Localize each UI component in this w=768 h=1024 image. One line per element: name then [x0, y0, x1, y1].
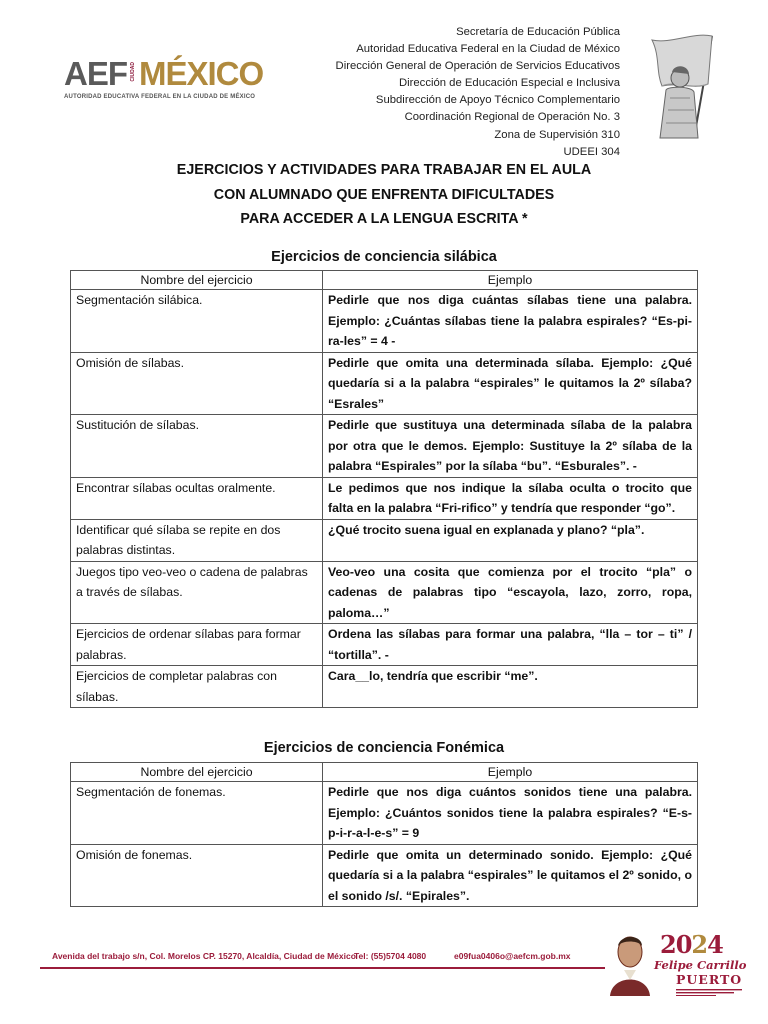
exercise-name: Identificar qué sílaba se repite en dos palabras distintas. [71, 519, 323, 561]
agency-line: Subdirección de Apoyo Técnico Complementario [375, 94, 620, 107]
table-row [71, 624, 698, 666]
exercise-name: Encontrar sílabas ocultas oralmente. [71, 477, 323, 519]
phonemic-table [70, 762, 698, 907]
aef-logo [64, 56, 274, 108]
exercise-name: Sustitución de sílabas. [71, 415, 323, 478]
title-line: PARA ACCEDER A LA LENGUA ESCRITA * [240, 211, 528, 227]
table-row [71, 782, 698, 845]
table-row [71, 415, 698, 478]
exercise-name: Omisión de fonemas. [71, 844, 323, 907]
exercise-example: Pedirle que sustituya una determinada sílaba de la palabra por otra que le demos. Ejemplo: Sustituye la 2º sílaba de la palabra “Espirales” por la sílaba “bu”. “Esburales”. - [323, 415, 698, 478]
agency-line: Dirección de Educación Especial e Inclusiva [398, 77, 620, 90]
exercise-example: Ordena las sílabas para formar una palabra, “lla – tor – ti” / “tortilla”. - [323, 624, 698, 666]
exercise-name: Segmentación de fonemas. [71, 782, 323, 845]
agency-line: Zona de Supervisión 310 [494, 128, 620, 141]
portrait-icon [604, 930, 656, 996]
year-part: 2 [691, 930, 708, 959]
exercise-example: Cara__lo, tendría que escribir “me”. [323, 666, 698, 708]
column-header: Nombre del ejercicio [71, 271, 323, 290]
agency-line: Secretaría de Educación Pública [456, 26, 620, 38]
exercise-example: Pedirle que nos diga cuántos sonidos tiene una palabra. Ejemplo: ¿Cuántos sonidos tiene la palabra espirales? “E-s-p-i-r-a-l-e-s” = 9 [323, 782, 698, 845]
emblem-puerto: PUERTO [676, 972, 743, 987]
emblem-caption-lines [676, 988, 746, 996]
table-row [71, 844, 698, 907]
exercise-example: Pedirle que omita un determinado sonido. Ejemplo: ¿Qué quedaría si a la palabra “espirales” le quitamos el 2º sonido, o el sonido /s/. “Epirales”. [323, 844, 698, 907]
exercise-name: Ejercicios de ordenar sílabas para formar palabras. [71, 624, 323, 666]
year-part: 20 [660, 930, 692, 959]
agency-line: Coordinación Regional de Operación No. 3 [404, 111, 620, 124]
flag-bearer-illustration [632, 28, 732, 140]
logo-ciudad-text: CIUDAD [130, 62, 136, 82]
table-row [71, 561, 698, 624]
table-row [71, 290, 698, 353]
exercise-example: Pedirle que omita una determinada sílaba. Ejemplo: ¿Qué quedaría si a la palabra “espirales” le quitamos la 2º sílaba? “Esrales” [323, 352, 698, 415]
footer-phone: Tel: (55)5704 4080 [354, 951, 427, 961]
emblem-2024 [600, 928, 760, 1000]
footer-address: Avenida del trabajo s/n, Col. Morelos CP. 15270, Alcaldía, Ciudad de México [52, 951, 356, 961]
table-row [71, 519, 698, 561]
table-row [71, 666, 698, 708]
exercise-example: Pedirle que nos diga cuántas sílabas tiene una palabra. Ejemplo: ¿Cuántas sílabas tiene la palabra espirales? “Es-pi-ra-les” = 4 - [323, 290, 698, 353]
agency-line: UDEEI 304 [563, 145, 620, 158]
emblem-year [660, 930, 723, 959]
column-header: Ejemplo [323, 763, 698, 782]
title-line: CON ALUMNADO QUE ENFRENTA DIFICULTADES [213, 186, 555, 203]
exercise-example: Le pedimos que nos indique la sílaba oculta o trocito que falta en la palabra “Fri-rifico” y tendría que responder “go”. [323, 477, 698, 519]
column-header: Nombre del ejercicio [71, 763, 323, 782]
table-header-row [71, 271, 698, 290]
title-line: EJERCICIOS Y ACTIVIDADES PARA TRABAJAR EN EL AULA [176, 162, 592, 178]
agency-line: Dirección General de Operación de Servicios Educativos [335, 60, 620, 73]
exercise-example: Veo-veo una cosita que comienza por el trocito “pla” o cadenas de palabras tipo “escayola, lazo, zorro, ropa, paloma…” [323, 561, 698, 624]
exercise-name: Juegos tipo veo-veo o cadena de palabras a través de sílabas. [71, 561, 323, 624]
logo-subtitle: AUTORIDAD EDUCATIVA FEDERAL EN LA CIUDAD DE MÉXICO [64, 94, 256, 100]
exercise-name: Ejercicios de completar palabras con sílabas. [71, 666, 323, 708]
emblem-name: Felipe Carrillo [654, 958, 747, 972]
syllabic-table [70, 270, 698, 708]
table-header-row [71, 763, 698, 782]
agency-line: Autoridad Educativa Federal en la Ciudad de México [356, 43, 620, 56]
agency-block [336, 24, 620, 161]
footer-divider [40, 967, 605, 969]
logo-aef-text: AEF [64, 55, 127, 92]
year-part: 4 [707, 930, 723, 959]
table-row [71, 352, 698, 415]
phonemic-heading: Ejercicios de conciencia Fonémica [263, 740, 505, 756]
footer-email[interactable]: e09fua0406o@aefcm.gob.mx [454, 951, 571, 961]
exercise-example: ¿Qué trocito suena igual en explanada y plano? “pla”. [323, 519, 698, 561]
syllabic-heading: Ejercicios de conciencia silábica [271, 249, 497, 265]
exercise-name: Segmentación silábica. [71, 290, 323, 353]
document-title [0, 158, 768, 232]
logo-mexico-text: MÉXICO [139, 55, 264, 92]
table-row [71, 477, 698, 519]
column-header: Ejemplo [323, 271, 698, 290]
exercise-name: Omisión de sílabas. [71, 352, 323, 415]
